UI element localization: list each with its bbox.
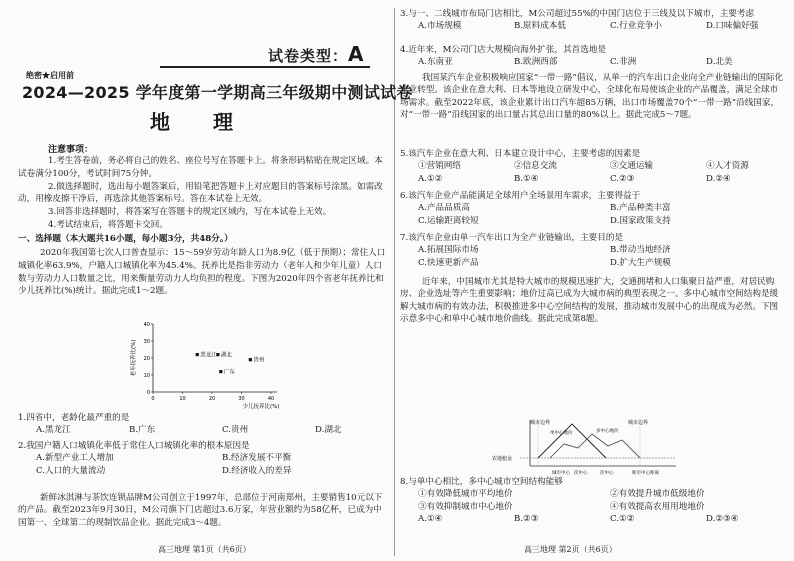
- question-7: [400, 232, 784, 269]
- material-2: [18, 492, 390, 529]
- option-d[interactable]: D.经济收入的差异: [222, 465, 292, 476]
- option-b[interactable]: B.广东: [129, 425, 156, 436]
- question-stem: 1.四省中，老龄化最严重的是: [18, 413, 130, 423]
- option-c[interactable]: C.①②: [610, 514, 635, 525]
- options: [400, 20, 784, 32]
- chart-y-tick-label: 40: [143, 321, 150, 328]
- chart-point: [249, 358, 252, 361]
- label-boundary-left: 城市边界: [530, 420, 551, 426]
- options: [400, 244, 784, 269]
- exam-type-label: 试卷类型：: [268, 47, 349, 65]
- option-b[interactable]: B.产品种类丰富: [610, 203, 671, 214]
- chart-point: [196, 353, 199, 356]
- chart-x-tick-label: 10: [179, 396, 186, 402]
- option-c[interactable]: C.②③: [610, 173, 635, 184]
- chart-x-tick-label: 20: [208, 396, 216, 402]
- statement: ④有效提高农用用地地价: [610, 501, 705, 512]
- exam-title: 2024—2025 学年度第一学期高三年级期中测试试卷: [22, 83, 413, 102]
- option-b[interactable]: B.原料成本低: [514, 21, 567, 32]
- chart-y-tick-label: 30: [143, 338, 150, 345]
- question-3: [400, 8, 784, 33]
- chart-y-tick-label: 0: [146, 389, 150, 396]
- land-price-diagram: [490, 418, 680, 478]
- option-d[interactable]: D.②④: [706, 173, 731, 184]
- page-footer: 高三地理 第2页（共6页）: [524, 545, 617, 554]
- option-d[interactable]: D.扩大生产规模: [610, 257, 671, 268]
- question-6: [400, 190, 784, 227]
- chart-point-label: 广东: [223, 369, 235, 376]
- question-stem: 3.与一、二线城市布局门店相比，M公司超过55%的中国门店位于三线及以下城市，主要考虑: [400, 9, 755, 19]
- multi-center-curve: [550, 434, 640, 458]
- options: [400, 173, 784, 185]
- question-5: [400, 148, 784, 185]
- question-stem: 4.近年来，M公司门店大规模向海外扩张，其首选地是: [400, 45, 607, 55]
- question-stem: 5.该汽车企业在意大利、日本建立设计中心，主要考虑的因素是: [400, 149, 641, 159]
- question-stem: 8.与单中心相比，多中心城市空间结构能够: [400, 477, 563, 487]
- options: [18, 452, 390, 477]
- chart-x-tick-label: 0: [151, 396, 155, 402]
- option-c[interactable]: C.行业竞争小: [610, 21, 662, 32]
- option-a[interactable]: A.产品品质高: [418, 203, 470, 214]
- label-sub-center: 次中心: [574, 471, 588, 476]
- options: [18, 424, 390, 436]
- option-c[interactable]: C.运输距离较短: [418, 215, 479, 226]
- notice-item: 1.考生答卷前，务必将自己的姓名、座位号写在答题卡上。将条形码粘贴在规定区域。本试卷满分100分，考试时间75分钟。: [18, 156, 383, 179]
- question-stem: 2.我国户籍人口城镇化率低于常住人口城镇化率的根本原因是: [18, 441, 250, 451]
- option-b[interactable]: B.经济发展不平衡: [222, 453, 292, 464]
- chart-point-label: 湖北: [220, 352, 232, 359]
- chart-point: [219, 370, 222, 373]
- chart-point-label: 黑龙江: [200, 352, 217, 359]
- statement: ①营销网络: [418, 161, 461, 172]
- option-d[interactable]: D.②③④: [706, 514, 739, 525]
- notice-item: 2.做选择题时，选出每小题答案后，用铅笔把答题卡上对应题目的答案标号涂黑。如需改动，用橡皮擦干净后，再选涂其他答案标号。答在本试卷上无效。: [18, 181, 383, 205]
- section-heading: 一、选择题（本大题共16小题，每小题3分，共48分。）: [18, 234, 233, 244]
- notice-item: 4.考试结束后，将答题卡交回。: [48, 219, 168, 230]
- option-a[interactable]: A.黑龙江: [36, 425, 71, 436]
- secret-mark: 绝密★启用前: [26, 70, 74, 80]
- option-b[interactable]: B.①④: [514, 173, 539, 184]
- chart-point-label: 贵州: [253, 357, 265, 364]
- options: [400, 56, 784, 68]
- notice-heading: 注意事项：: [48, 145, 94, 155]
- material-3: [400, 72, 784, 122]
- question-stem: 7.该汽车企业由单一汽车出口为全产业链输出，主要目的是: [400, 233, 624, 243]
- chart-x-label: 少儿抚养比(%): [242, 404, 280, 410]
- option-b[interactable]: B.带动当地经济: [610, 245, 671, 256]
- label-sub-center: 次中心: [600, 471, 614, 476]
- option-a[interactable]: A.东南亚: [418, 57, 453, 68]
- chart-y-tick-label: 20: [143, 355, 150, 362]
- statement: ③有效抑制城市中心地价: [418, 501, 513, 512]
- option-a[interactable]: A.市场规模: [418, 21, 462, 32]
- notice-item: 3.回答非选择题时，将答案写在答题卡的规定区域内，写在本试卷上无效。: [48, 207, 332, 218]
- chart-x-tick-label: 40: [267, 396, 275, 402]
- label-distance: 距市中心距离: [632, 471, 659, 476]
- question-2: [18, 440, 390, 477]
- option-a[interactable]: A.拓展国际市场: [418, 245, 479, 256]
- material-4: [400, 276, 784, 326]
- chart-point: [216, 353, 219, 356]
- option-d[interactable]: D.口味偏好强: [706, 21, 759, 32]
- label-city-center: 城市中心: [552, 471, 570, 476]
- option-d[interactable]: D.国家政策支持: [610, 215, 671, 226]
- option-a[interactable]: A.新型产业工人增加: [36, 453, 114, 464]
- option-c[interactable]: C.快速更新产品: [418, 257, 479, 268]
- statement: ②有效提升城市低级地价: [610, 489, 705, 500]
- statement: ④人才资源: [706, 161, 749, 172]
- label-single-center: 单中心地价: [550, 431, 573, 436]
- option-a[interactable]: A.①②: [418, 173, 443, 184]
- chart-y-tick-label: 10: [143, 372, 150, 379]
- option-b[interactable]: B.欧洲西部: [514, 57, 558, 68]
- options: [400, 202, 784, 227]
- sub-statements: [400, 160, 784, 172]
- option-c[interactable]: C.人口的大量流动: [36, 465, 106, 476]
- option-c[interactable]: C.贵州: [222, 425, 249, 436]
- question-8: [400, 476, 784, 526]
- sub-statements: [400, 488, 784, 513]
- material-1: [18, 247, 390, 298]
- material-text: 新鲜冰淇淋与茶饮连锁品牌M公司创立于1997年，总部位于河南郑州，主要销售10元以下的产品。截至2023年9月30日，M公司旗下门店超过3.6万家，年营业额约为58亿杯，已成为中国第一、全球第二的现制饮品企业。据此完成3～4题。: [18, 493, 383, 528]
- label-multi-center: 多中心地价: [596, 429, 619, 434]
- page-footer: 高三地理 第1页（共6页）: [158, 545, 251, 554]
- notice-list: [18, 155, 390, 232]
- option-b[interactable]: B.②③: [514, 514, 539, 525]
- label-farmland-rent: 农地租金: [492, 456, 513, 462]
- subject-title: 地 理: [150, 110, 251, 134]
- label-boundary-right: 城市边界: [628, 420, 649, 426]
- option-c[interactable]: C.非洲: [610, 57, 637, 68]
- chart-x-tick-label: 30: [238, 396, 245, 402]
- exam-type-letter: A: [348, 42, 365, 66]
- option-a[interactable]: A.①④: [418, 514, 443, 525]
- left-column: [18, 0, 390, 561]
- option-d[interactable]: D.湖北: [315, 425, 342, 436]
- options: [400, 513, 784, 525]
- question-stem: 6.该汽车企业产品能满足全球用户全场景用车需求，主要得益于: [400, 191, 641, 201]
- material-text: 2020年我国第七次人口普查显示：15～59岁劳动年龄人口为8.9亿（低于预期）；常住人口城镇化率63.9%，户籍人口城镇化率为45.4%。抚养比是指非劳动力（老年人和少年儿童）人口数与劳动力人口数量之比，用来衡量劳动力人均负担的程度。下图为2020年四个省老年抚养比和少儿抚养比(%)统计。据此完成1～2题。: [18, 248, 386, 297]
- statement: ②信息交流: [514, 161, 557, 172]
- statement: ①有效降低城市平均地价: [418, 489, 513, 500]
- dependency-ratio-chart: [115, 318, 295, 416]
- material-text: 我国某汽车企业积极响应国家“一带一路”倡议，从单一的汽车出口企业向全产业链输出的国际化企业转型。该企业在意大利、日本等地设立研发中心，全球化布局使该企业的产品覆盖，满足全球市场需求。截至2022年底，该企业累计出口汽车超85万辆，出口市场覆盖70个“一带一路”沿线国家，对“一带一路”沿线国家的出口量占其总出口量的80%以上。据此完成5～7题。: [400, 73, 784, 121]
- question-4: [400, 44, 784, 69]
- chart-y-label: 老年抚养比(%): [131, 339, 137, 377]
- option-d[interactable]: D.北美: [706, 57, 733, 68]
- material-text: 近年来，中国城市尤其是特大城市的规模迅速扩大，交通拥堵和人口集聚日益严重，对居民购房、企业选址等产生重要影响；地价过高已成为大城市病的典型表现之一。多中心城市空间结构是缓解大城市病的有效办法，积极推进多中心空间结构的发展，推动城市发展中心的出现成为必然。下图示意多中心和单中心城市地价曲线。据此完成第8题。: [400, 277, 779, 325]
- statement: ③交通运输: [610, 161, 653, 172]
